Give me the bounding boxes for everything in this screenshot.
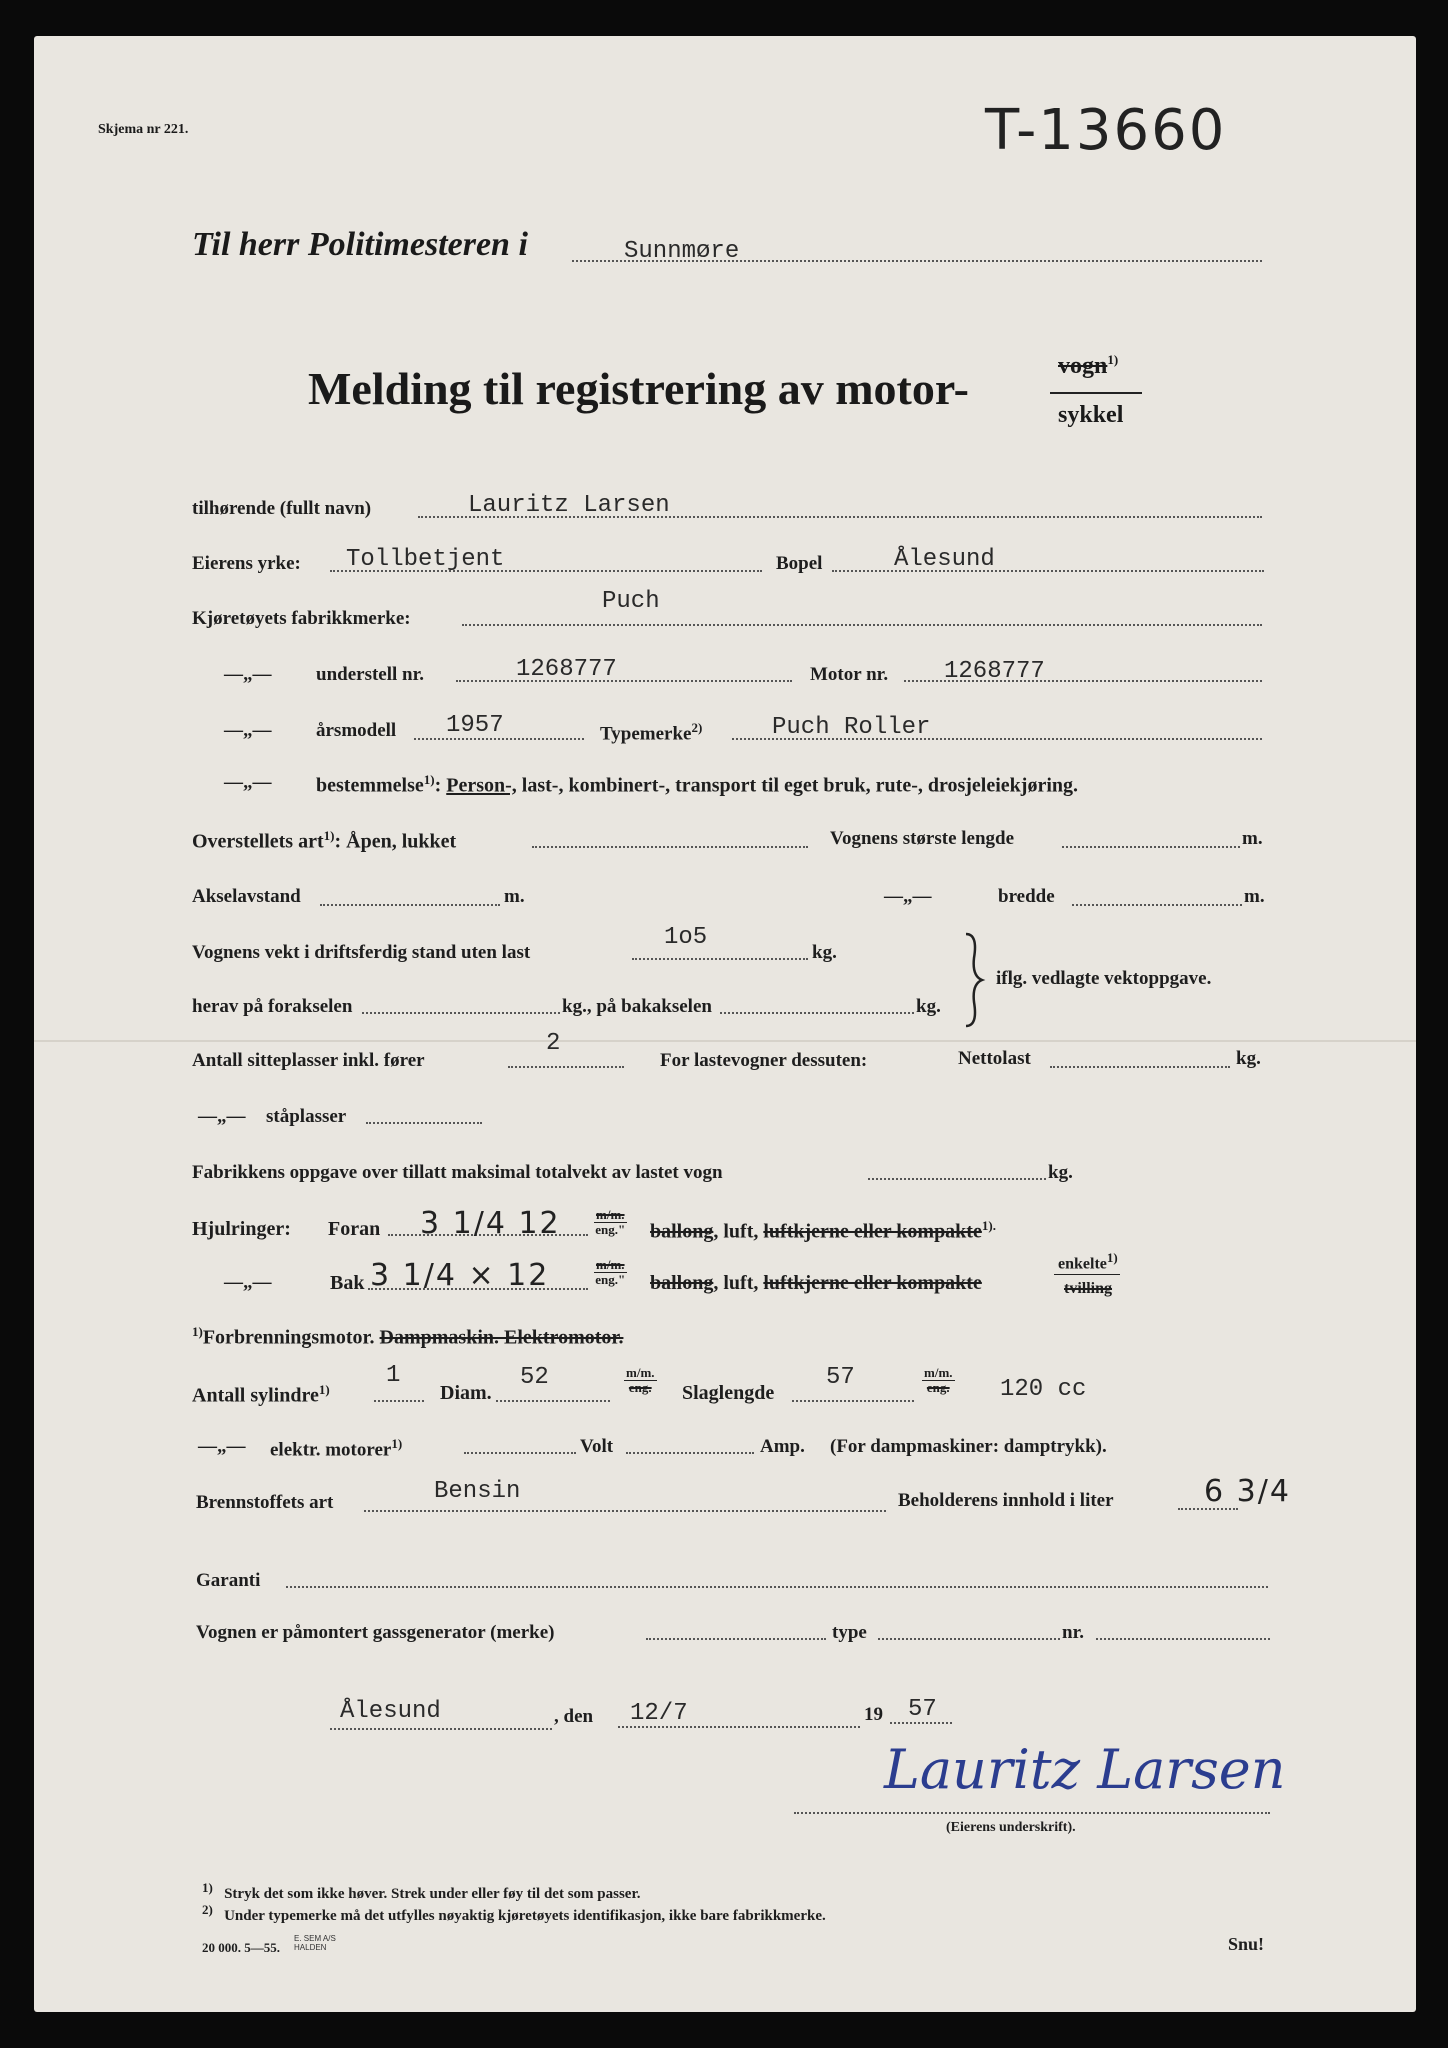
heading-prefix: Til herr Politimesteren i: [192, 226, 528, 263]
print-info: 20 000. 5—55.: [202, 1940, 280, 1955]
title-vogn: vogn$^{1)}$: [1058, 352, 1119, 379]
tires-rear-dash: —„—: [224, 1272, 272, 1293]
title-sykkel: sykkel: [1058, 402, 1124, 428]
tires-front-label: Foran: [328, 1218, 381, 1240]
width-unit: m.: [1244, 886, 1265, 907]
turn-over: Snu!: [1228, 1934, 1265, 1954]
weight-brace: [962, 932, 986, 1028]
signature-caption: (Eierens underskrift).: [946, 1820, 1076, 1835]
signing-date: 12/7: [630, 1700, 688, 1727]
trucks-label: For lastevogner dessuten:: [660, 1050, 868, 1071]
residence-value: Ålesund: [894, 546, 995, 573]
length-unit: m.: [1242, 828, 1263, 849]
tires-single: enkelte$^{1)}$: [1058, 1250, 1118, 1273]
weight-unit: kg.: [812, 942, 837, 963]
stroke-unit: $\frac{m/m.}{\text{eng.}}$: [924, 1365, 953, 1395]
standing-dash: —„—: [198, 1106, 246, 1127]
tires-twin: tvilling: [1064, 1280, 1113, 1297]
gas-type-label: type: [832, 1622, 867, 1643]
max-weight-label: Fabrikkens oppgave over tillatt maksimal totalvekt av lastet vogn: [192, 1162, 723, 1183]
form-number: Skjema nr 221.: [98, 122, 189, 137]
cylinders-value: 1: [386, 1362, 401, 1389]
printer-mark: E. SEM A/S HALDEN: [294, 1934, 336, 1952]
purpose-dash: —„—: [224, 772, 272, 793]
title-fraction-line: [1050, 392, 1142, 394]
paper-fold: [34, 1040, 1416, 1042]
footnote-1: 1) Stryk det som ikke høver. Strek under eller føy til det som passer.: [202, 1880, 641, 1902]
chassis-label: understell nr.: [316, 664, 425, 685]
cylinders-label: Antall sylindre$^{1)}$: [192, 1382, 330, 1407]
body-label: Overstellets art$^{1)}$: Åpen, lukket: [192, 828, 457, 853]
tires-label: Hjulringer:: [192, 1218, 291, 1240]
width-label: bredde: [998, 886, 1055, 907]
seats-value: 2: [546, 1030, 561, 1057]
diam-label: Diam.: [440, 1382, 492, 1404]
steam-note: (For dampmaskiner: damptrykk).: [830, 1436, 1107, 1457]
rear-axle-unit: kg.: [916, 996, 941, 1017]
tank-value: 6 3/4: [1204, 1474, 1291, 1509]
signing-year-prefix: 19: [864, 1704, 883, 1725]
purpose-selected: Person-,: [446, 774, 517, 797]
tires-front-unit: $\frac{m/m.}{\text{eng."}}$: [595, 1207, 626, 1237]
electric-label: elektr. motorer$^{1)}$: [270, 1436, 403, 1461]
chassis-dash: —„—: [224, 664, 272, 685]
amp-label: Amp.: [760, 1436, 805, 1457]
engine-type: $^{1)}$Forbrenningsmotor. Dampmaskin. Elektromotor.: [192, 1324, 624, 1349]
owner-name-value: Lauritz Larsen: [468, 492, 670, 519]
year-value: 1957: [446, 712, 504, 739]
tires-rear-options: ballong, luft, luftkjerne eller kompakte: [650, 1272, 982, 1294]
tires-rear-value: 3 1/4 × 12: [370, 1258, 550, 1293]
occupation-label: Eierens yrke:: [192, 553, 301, 574]
standing-label: ståplasser: [266, 1106, 347, 1127]
tires-front-value: 3 1/4 12: [420, 1206, 561, 1241]
archive-number: T-13660: [985, 98, 1227, 163]
owner-signature: Lauritz Larsen: [884, 1738, 1286, 1801]
axle-unit: m.: [504, 886, 525, 907]
length-label: Vognens største lengde: [830, 828, 1015, 849]
stroke-label: Slaglengde: [682, 1382, 775, 1404]
volt-label: Volt: [580, 1436, 614, 1457]
axle-label: Akselavstand: [192, 886, 301, 907]
tires-front-options: ballong, luft, luftkjerne eller kompakte$^{1).}$: [650, 1218, 996, 1243]
purpose-row: bestemmelse$^{1)}$: Person-, last-, kombinert-, transport til eget bruk, rute-, drosjeleiekjøring.: [316, 772, 1079, 797]
owner-name-label: tilhørende (fullt navn): [192, 498, 372, 519]
form-page: [34, 36, 1416, 2012]
motor-label: Motor nr.: [810, 664, 889, 685]
front-axle-label: herav på forakselen: [192, 996, 353, 1017]
diam-unit: $\frac{m/m.}{\text{eng.}}$: [626, 1365, 655, 1395]
net-load-label: Nettolast: [958, 1048, 1031, 1069]
net-load-unit: kg.: [1236, 1048, 1261, 1069]
tank-label: Beholderens innhold i liter: [898, 1490, 1114, 1511]
type-value: Puch Roller: [772, 714, 931, 741]
weight-label: Vognens vekt i driftsferdig stand uten last: [192, 942, 531, 963]
motor-value: 1268777: [944, 658, 1045, 685]
signing-place: Ålesund: [340, 1698, 441, 1725]
district-value: Sunnmøre: [624, 238, 740, 265]
make-value: Puch: [602, 588, 660, 615]
tires-fraction-line: [1054, 1274, 1120, 1275]
weight-note: iflg. vedlagte vektoppgave.: [996, 968, 1212, 989]
width-dash: —„—: [884, 886, 932, 907]
gas-nr-label: nr.: [1062, 1622, 1085, 1643]
gas-label: Vognen er påmontert gassgenerator (merke): [196, 1622, 555, 1643]
volume-value: 120 cc: [1000, 1376, 1087, 1403]
fuel-label: Brennstoffets art: [196, 1492, 334, 1513]
signing-year: 57: [908, 1696, 937, 1723]
weight-value: 1o5: [664, 924, 708, 951]
electric-dash: —„—: [198, 1436, 246, 1457]
fuel-value: Bensin: [434, 1478, 521, 1505]
tires-rear-unit: $\frac{m/m.}{\text{eng."}}$: [595, 1257, 626, 1287]
max-weight-unit: kg.: [1048, 1162, 1073, 1183]
occupation-value: Tollbetjent: [346, 546, 505, 573]
diam-value: 52: [520, 1364, 549, 1391]
type-label: Typemerke$^{2)}$: [600, 720, 703, 745]
form-title: Melding til registrering av motor-: [308, 363, 969, 414]
year-label: årsmodell: [316, 720, 397, 741]
rear-axle-label: kg., på bakakselen: [562, 996, 712, 1017]
chassis-value: 1268777: [516, 656, 617, 683]
seats-label: Antall sitteplasser inkl. fører: [192, 1050, 425, 1071]
make-label: Kjøretøyets fabrikkmerke:: [192, 608, 411, 629]
signing-den: , den: [554, 1706, 594, 1727]
tires-rear-label: Bak: [330, 1272, 365, 1294]
stroke-value: 57: [826, 1364, 855, 1391]
footnote-2: 2) Under typemerke må det utfylles nøyaktig kjøretøyets identifikasjon, ikke bare fabrikkmerke.: [202, 1902, 826, 1924]
guarantee-label: Garanti: [196, 1570, 261, 1591]
residence-label: Bopel: [776, 553, 823, 574]
year-dash: —„—: [224, 720, 272, 741]
